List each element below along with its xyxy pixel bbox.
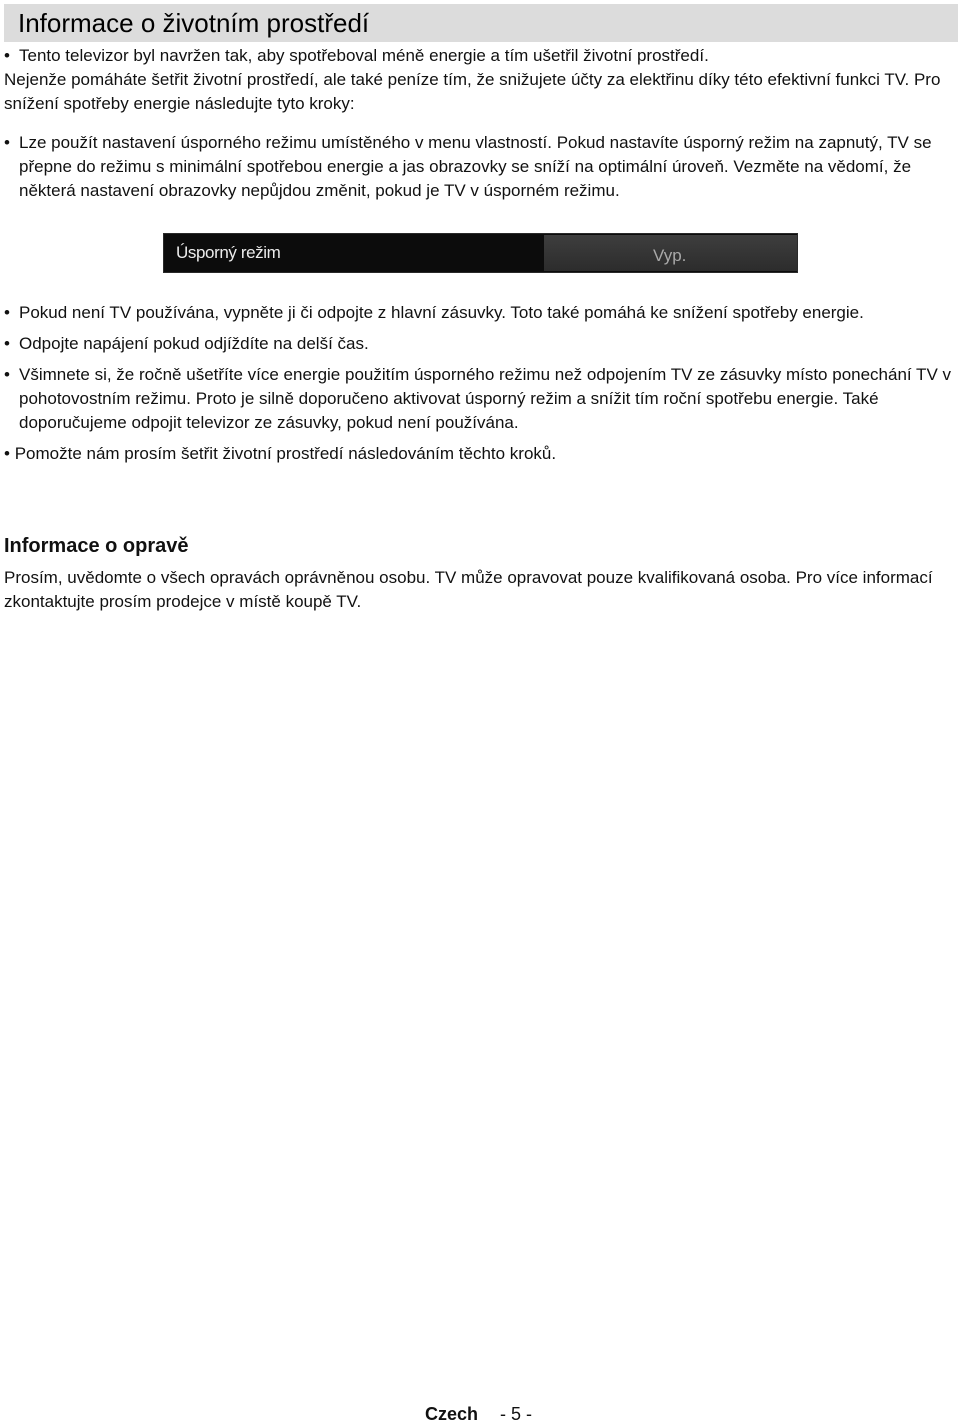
env-section-title: Informace o životním prostředí (18, 8, 370, 38)
tips-block (4, 301, 958, 466)
list-item (4, 44, 958, 68)
bullet-glyph: • (4, 334, 10, 353)
list-item-text: Pokud není TV používána, vypněte ji či odpojte z hlavní zásuvky. Toto také pomáhá ke snížení spotřeby energie. (19, 303, 864, 322)
eco-mode-block (4, 131, 958, 203)
list-item (4, 131, 958, 203)
eco-mode-menu-image (163, 233, 798, 273)
bullet-glyph: • (4, 46, 10, 65)
list-item-text: Lze použít nastavení úsporného režimu umístěného v menu vlastností. Pokud nastavíte úsporný režim na zapnutý, TV se přepne do režimu s minimální spotřebou energie a jas obrazovky se sníží na optimální úroveň. Vezměte na vědomí, že některá nastavení obrazovky nepůjdou změnit, pokud je TV v úsporném režimu. (19, 133, 932, 200)
list-item (4, 301, 958, 325)
eco-mode-menu-label: Úsporný režim (176, 243, 281, 262)
env-paragraph: Nejenže pomáháte šetřit životní prostředí, ale také peníze tím, že snižujete účty za elektřinu díky této efektivní funkci TV. Pro snížení spotřeby energie následujte tyto kroky: (4, 70, 941, 113)
page-number: - 5 - (500, 1404, 533, 1424)
list-item-text: Všimnete si, že ročně ušetříte více energie použitím úsporného režimu než odpojením TV ze zásuvky místo ponechání TV v pohotovostním režimu. Proto je silně doporučeno aktivovat úsporný režim a snížit tím roční spotřebu energie. Také doporučujeme odpojit televizor ze zásuvky, pokud není používána. (19, 365, 952, 432)
list-item-text: Pomožte nám prosím šetřit životní prostředí následováním těchto kroků. (14, 444, 557, 463)
list-item (4, 332, 958, 356)
list-item-text: Tento televizor byl navržen tak, aby spotřeboval méně energie a tím ušetřil životní prostředí. (19, 46, 709, 65)
repair-section-title: Informace o opravě (4, 535, 189, 557)
page-footer (0, 1404, 960, 1423)
bullet-glyph: • (4, 365, 10, 384)
eco-mode-menu-value: Vyp. (653, 246, 687, 265)
env-section-header (4, 4, 958, 42)
repair-paragraph: Prosím, uvědomte o všech opravách oprávněnou osobu. TV může opravovat pouze kvalifikovaná osoba. Pro více informací zkontaktujte prosím prodejce v místě koupě TV. (4, 568, 933, 611)
list-item (4, 363, 958, 435)
env-intro-block (4, 44, 958, 116)
list-item-text: Odpojte napájení pokud odjíždíte na delší čas. (19, 334, 369, 353)
repair-block (4, 566, 958, 614)
bullet-glyph: • (4, 133, 10, 152)
bullet-glyph: • (4, 303, 10, 322)
footer-language: Czech (425, 1404, 479, 1424)
bullet-glyph: • (4, 444, 10, 463)
eco-mode-value-box (544, 235, 797, 271)
list-item (4, 442, 958, 466)
